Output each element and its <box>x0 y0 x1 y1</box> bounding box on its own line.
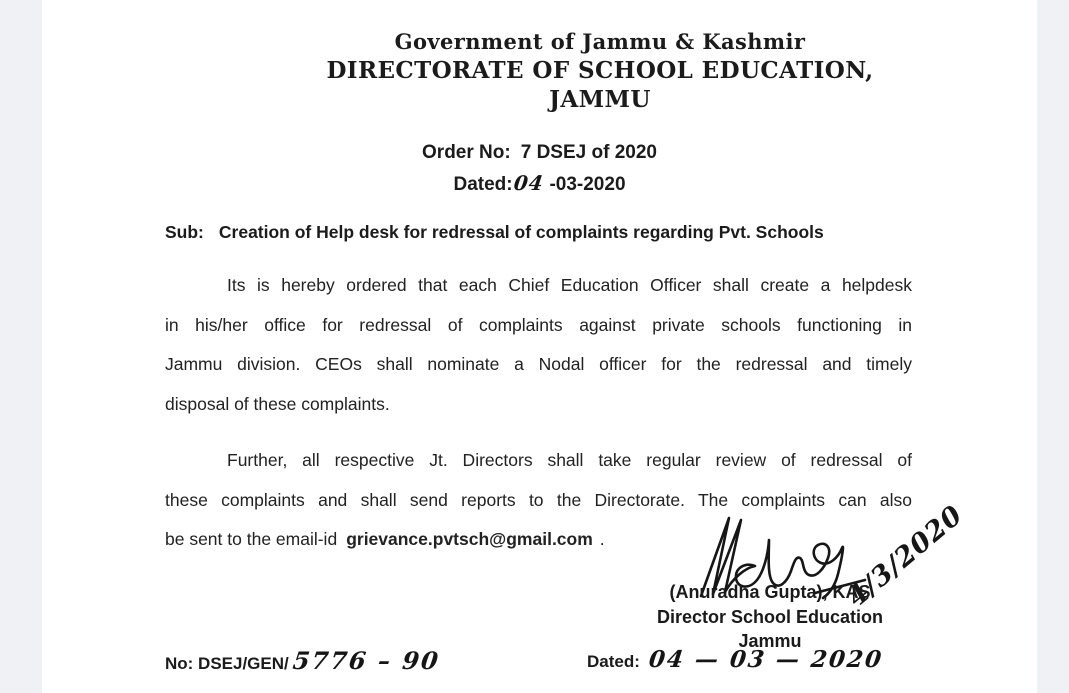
government-title: Government of Jammu & Kashmir <box>394 29 806 54</box>
order-date-line <box>42 168 1037 200</box>
directorate-title: DIRECTORATE OF SCHOOL EDUCATION, <box>326 57 874 84</box>
email-line-prefix: be sent to the email-id <box>165 529 338 550</box>
order-number-line <box>42 138 1037 168</box>
body-line: Its is hereby ordered that each Chief Education Officer shall create a helpdesk <box>227 275 912 295</box>
handwritten-footer-date: 04 — 03 — 2020 <box>647 646 885 673</box>
signatory-block <box>595 580 945 654</box>
body-line: Jammu division. CEOs shall nominate a Nodal officer for the redressal and timely <box>165 354 912 375</box>
body-line: Further, all respective Jt. Directors shall take regular review of redressal of <box>227 450 912 470</box>
order-no-value: 7 DSEJ of 2020 <box>520 142 657 163</box>
body-line: these complaints and shall send reports to the Directorate. The complaints can also <box>165 489 912 510</box>
subject-text: Creation of Help desk for redressal of complaints regarding Pvt. Schools <box>218 222 824 242</box>
email-line-suffix: . <box>599 529 605 550</box>
letterhead <box>152 28 1048 114</box>
footer-date-line <box>587 646 883 673</box>
body-line: disposal of these complaints. <box>165 393 390 414</box>
signature-handwritten-date: 4/3/2020 <box>841 499 970 614</box>
handwritten-day: 04 <box>512 171 545 195</box>
order-block <box>42 138 1037 200</box>
dated-month-year: -03-2020 <box>549 174 626 195</box>
subject-label: Sub: <box>165 222 204 242</box>
footer-dated-label: Dated: <box>587 652 640 671</box>
reference-label: No: DSEJ/GEN/ <box>165 654 289 673</box>
document-page <box>42 0 1037 693</box>
order-no-label: Order No: <box>422 142 511 163</box>
signatory-designation: Director School Education <box>656 606 884 627</box>
reference-number-line <box>165 646 440 675</box>
letterhead-place: JAMMU <box>549 86 651 113</box>
grievance-email: grievance.pvtsch@gmail.com <box>346 529 593 550</box>
handwritten-reference-number: 5776 – 90 <box>290 646 442 675</box>
signatory-name: (Anuradha Gupta), KAS <box>669 582 871 602</box>
signatory-place: Jammu <box>738 631 802 651</box>
body-line: in his/her office for redressal of complaints against private schools functioning in <box>165 314 912 335</box>
paragraph-1 <box>165 266 912 424</box>
subject-line <box>165 222 935 243</box>
dated-label: Dated: <box>453 174 513 195</box>
